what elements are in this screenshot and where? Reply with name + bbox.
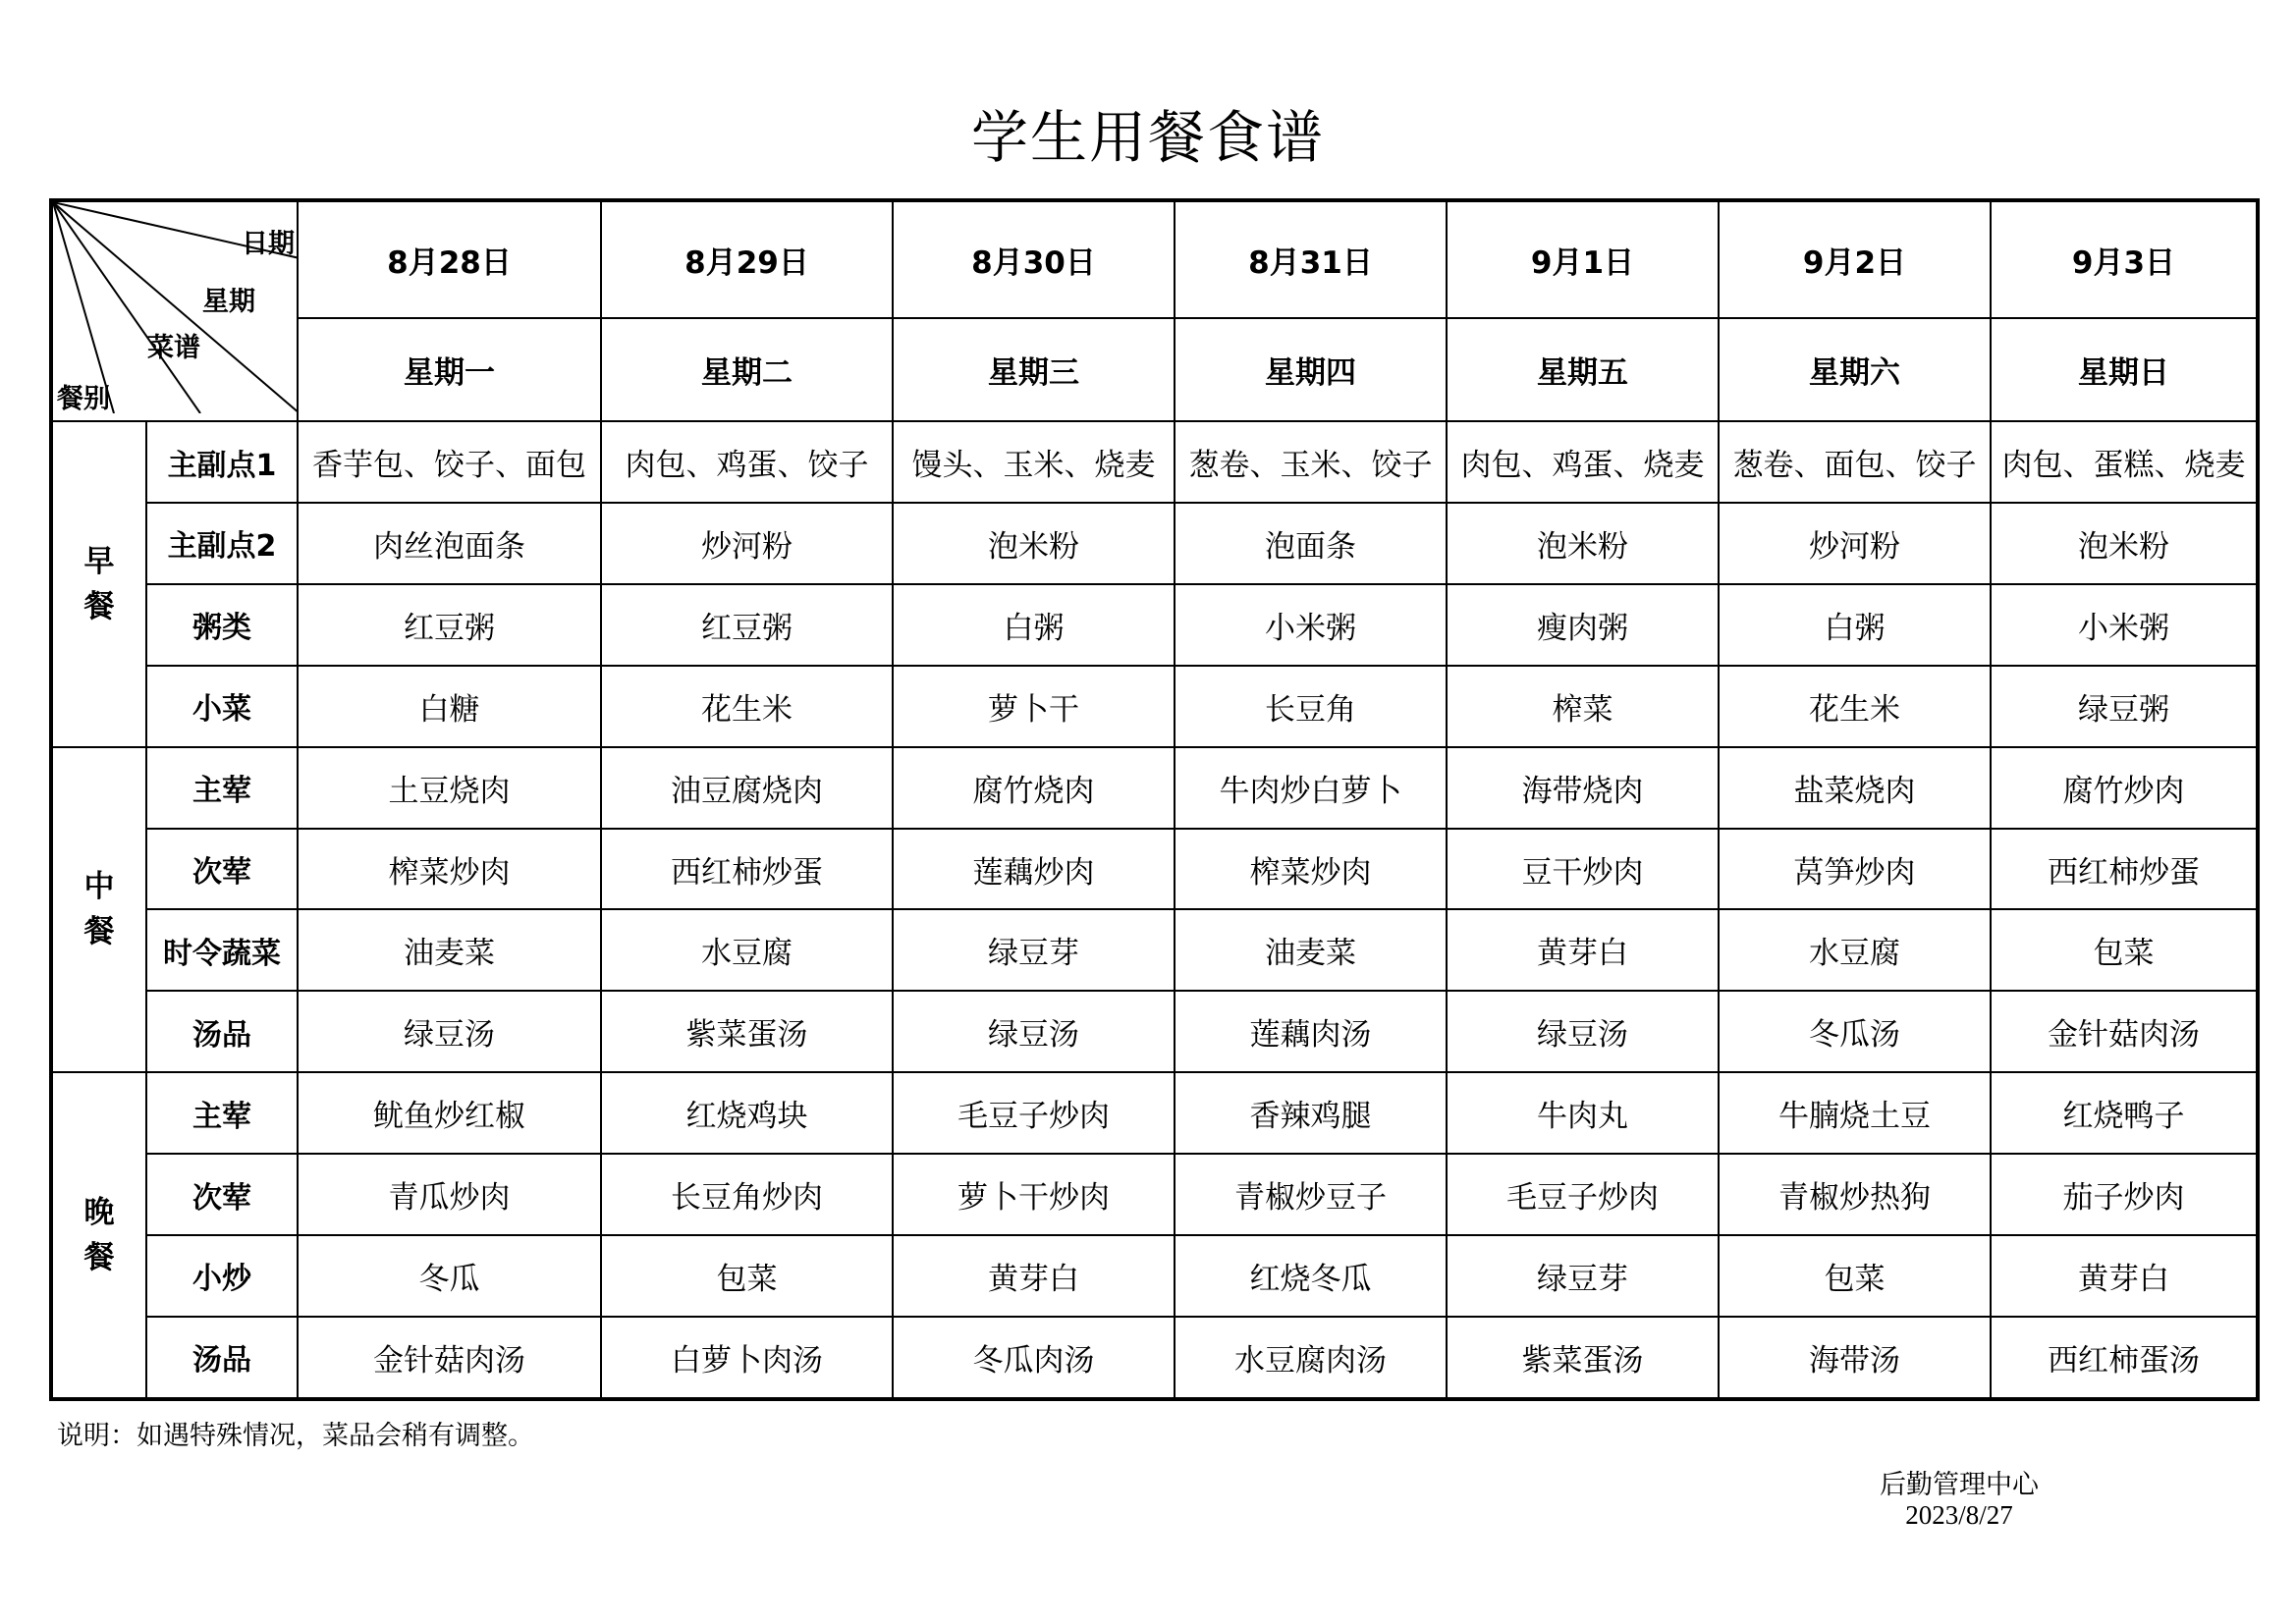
dish-cell: 紫菜蛋汤 (1447, 1317, 1719, 1399)
dish-cell: 花生米 (601, 666, 893, 747)
dish-cell: 海带汤 (1719, 1317, 1991, 1399)
date-header: 9月3日 (1991, 200, 2258, 318)
date-header-row (51, 200, 2258, 318)
category-label: 粥类 (146, 584, 298, 666)
category-label: 次荤 (146, 829, 298, 910)
dish-cell: 青椒炒豆子 (1175, 1154, 1447, 1235)
dish-cell: 毛豆子炒肉 (893, 1072, 1175, 1154)
dish-cell: 泡米粉 (893, 503, 1175, 584)
dish-cell: 油豆腐烧肉 (601, 747, 893, 829)
dish-cell: 莲藕炒肉 (893, 829, 1175, 910)
dish-cell: 葱卷、面包、饺子 (1719, 421, 1991, 503)
footer-date: 2023/8/27 (1905, 1500, 2013, 1530)
dish-cell: 冬瓜肉汤 (893, 1317, 1175, 1399)
dish-cell: 西红柿炒蛋 (601, 829, 893, 910)
dish-cell: 长豆角 (1175, 666, 1447, 747)
menu-row (51, 584, 2258, 666)
dish-cell: 西红柿蛋汤 (1991, 1317, 2258, 1399)
dish-cell: 毛豆子炒肉 (1447, 1154, 1719, 1235)
meal-label-char: 餐 (83, 588, 115, 624)
weekday-header: 星期四 (1175, 318, 1447, 421)
dish-cell: 榨菜 (1447, 666, 1719, 747)
weekday-header: 星期日 (1991, 318, 2258, 421)
dish-cell: 紫菜蛋汤 (601, 991, 893, 1072)
date-header: 8月30日 (893, 200, 1175, 318)
dish-cell: 包菜 (1991, 909, 2258, 991)
dish-cell: 红豆粥 (298, 584, 601, 666)
dish-cell: 油麦菜 (298, 909, 601, 991)
footer-org: 后勤管理中心 (1880, 1470, 2039, 1500)
dish-cell: 葱卷、玉米、饺子 (1175, 421, 1447, 503)
dish-cell: 水豆腐 (1719, 909, 1991, 991)
corner-meal-label: 餐别 (57, 384, 110, 414)
meal-label-char: 晚 (83, 1195, 115, 1231)
dish-cell: 萝卜干炒肉 (893, 1154, 1175, 1235)
dish-cell: 鱿鱼炒红椒 (298, 1072, 601, 1154)
page-title: 学生用餐食谱 (970, 104, 1325, 171)
dish-cell: 香辣鸡腿 (1175, 1072, 1447, 1154)
dish-cell: 西红柿炒蛋 (1991, 829, 2258, 910)
dish-cell: 海带烧肉 (1447, 747, 1719, 829)
meal-label-char: 餐 (83, 914, 115, 950)
date-header: 8月29日 (601, 200, 893, 318)
menu-row (51, 666, 2258, 747)
dish-cell: 绿豆粥 (1991, 666, 2258, 747)
dish-cell: 金针菇肉汤 (298, 1317, 601, 1399)
dish-cell: 黄芽白 (1447, 909, 1719, 991)
date-header: 8月31日 (1175, 200, 1447, 318)
menu-table (49, 198, 2260, 1401)
category-label: 汤品 (146, 991, 298, 1072)
dish-cell: 青瓜炒肉 (298, 1154, 601, 1235)
category-label: 主副点2 (146, 503, 298, 584)
dish-cell: 肉包、蛋糕、烧麦 (1991, 421, 2258, 503)
menu-row (51, 747, 2258, 829)
dish-cell: 泡米粉 (1991, 503, 2258, 584)
dish-cell: 莴笋炒肉 (1719, 829, 1991, 910)
menu-row (51, 503, 2258, 584)
corner-menu-label: 菜谱 (147, 333, 200, 363)
meal-label (51, 421, 146, 747)
weekday-header: 星期三 (893, 318, 1175, 421)
weekday-header: 星期一 (298, 318, 601, 421)
menu-row (51, 991, 2258, 1072)
dish-cell: 牛腩烧土豆 (1719, 1072, 1991, 1154)
menu-row (51, 421, 2258, 503)
dish-cell: 肉丝泡面条 (298, 503, 601, 584)
dish-cell: 油麦菜 (1175, 909, 1447, 991)
dish-cell: 牛肉丸 (1447, 1072, 1719, 1154)
menu-row (51, 1154, 2258, 1235)
date-header: 8月28日 (298, 200, 601, 318)
dish-cell: 青椒炒热狗 (1719, 1154, 1991, 1235)
menu-row (51, 1235, 2258, 1317)
dish-cell: 馒头、玉米、烧麦 (893, 421, 1175, 503)
dish-cell: 炒河粉 (601, 503, 893, 584)
dish-cell: 花生米 (1719, 666, 1991, 747)
meal-label (51, 747, 146, 1073)
date-header: 9月2日 (1719, 200, 1991, 318)
dish-cell: 泡米粉 (1447, 503, 1719, 584)
dish-cell: 绿豆芽 (893, 909, 1175, 991)
weekday-header: 星期二 (601, 318, 893, 421)
dish-cell: 腐竹烧肉 (893, 747, 1175, 829)
category-label: 主荤 (146, 747, 298, 829)
meal-label (51, 1072, 146, 1399)
dish-cell: 腐竹炒肉 (1991, 747, 2258, 829)
dish-cell: 茄子炒肉 (1991, 1154, 2258, 1235)
dish-cell: 肉包、鸡蛋、烧麦 (1447, 421, 1719, 503)
category-label: 时令蔬菜 (146, 909, 298, 991)
date-header: 9月1日 (1447, 200, 1719, 318)
dish-cell: 土豆烧肉 (298, 747, 601, 829)
category-label: 小炒 (146, 1235, 298, 1317)
dish-cell: 泡面条 (1175, 503, 1447, 584)
menu-row (51, 1317, 2258, 1399)
dish-cell: 牛肉炒白萝卜 (1175, 747, 1447, 829)
note-text: 说明：如遇特殊情况，菜品会稍有调整。 (57, 1421, 534, 1451)
dish-cell: 包菜 (601, 1235, 893, 1317)
dish-cell: 红烧鸭子 (1991, 1072, 2258, 1154)
dish-cell: 长豆角炒肉 (601, 1154, 893, 1235)
category-label: 次荤 (146, 1154, 298, 1235)
dish-cell: 水豆腐 (601, 909, 893, 991)
dish-cell: 黄芽白 (1991, 1235, 2258, 1317)
dish-cell: 金针菇肉汤 (1991, 991, 2258, 1072)
weekday-header-row (51, 318, 2258, 421)
dish-cell: 绿豆汤 (1447, 991, 1719, 1072)
dish-cell: 冬瓜汤 (1719, 991, 1991, 1072)
meal-label-char: 早 (83, 543, 115, 579)
dish-cell: 榨菜炒肉 (298, 829, 601, 910)
corner-date-label: 日期 (242, 229, 295, 259)
dish-cell: 肉包、鸡蛋、饺子 (601, 421, 893, 503)
category-label: 汤品 (146, 1317, 298, 1399)
dish-cell: 包菜 (1719, 1235, 1991, 1317)
dish-cell: 小米粥 (1991, 584, 2258, 666)
corner-week-label: 星期 (202, 287, 255, 317)
dish-cell: 莲藕肉汤 (1175, 991, 1447, 1072)
dish-cell: 白萝卜肉汤 (601, 1317, 893, 1399)
dish-cell: 盐菜烧肉 (1719, 747, 1991, 829)
dish-cell: 炒河粉 (1719, 503, 1991, 584)
dish-cell: 绿豆汤 (298, 991, 601, 1072)
dish-cell: 红烧鸡块 (601, 1072, 893, 1154)
category-label: 主荤 (146, 1072, 298, 1154)
category-label: 主副点1 (146, 421, 298, 503)
dish-cell: 绿豆芽 (1447, 1235, 1719, 1317)
menu-row (51, 829, 2258, 910)
weekday-header: 星期六 (1719, 318, 1991, 421)
dish-cell: 豆干炒肉 (1447, 829, 1719, 910)
dish-cell: 瘦肉粥 (1447, 584, 1719, 666)
dish-cell: 萝卜干 (893, 666, 1175, 747)
dish-cell: 冬瓜 (298, 1235, 601, 1317)
dish-cell: 水豆腐肉汤 (1175, 1317, 1447, 1399)
category-label: 小菜 (146, 666, 298, 747)
dish-cell: 香芋包、饺子、面包 (298, 421, 601, 503)
corner-header (51, 200, 298, 421)
dish-cell: 绿豆汤 (893, 991, 1175, 1072)
meal-label-char: 餐 (83, 1240, 115, 1276)
menu-row (51, 909, 2258, 991)
menu-row (51, 1072, 2258, 1154)
dish-cell: 红豆粥 (601, 584, 893, 666)
dish-cell: 黄芽白 (893, 1235, 1175, 1317)
meal-label-char: 中 (83, 869, 115, 905)
dish-cell: 榨菜炒肉 (1175, 829, 1447, 910)
dish-cell: 白糖 (298, 666, 601, 747)
dish-cell: 小米粥 (1175, 584, 1447, 666)
dish-cell: 白粥 (893, 584, 1175, 666)
weekday-header: 星期五 (1447, 318, 1719, 421)
dish-cell: 白粥 (1719, 584, 1991, 666)
dish-cell: 红烧冬瓜 (1175, 1235, 1447, 1317)
